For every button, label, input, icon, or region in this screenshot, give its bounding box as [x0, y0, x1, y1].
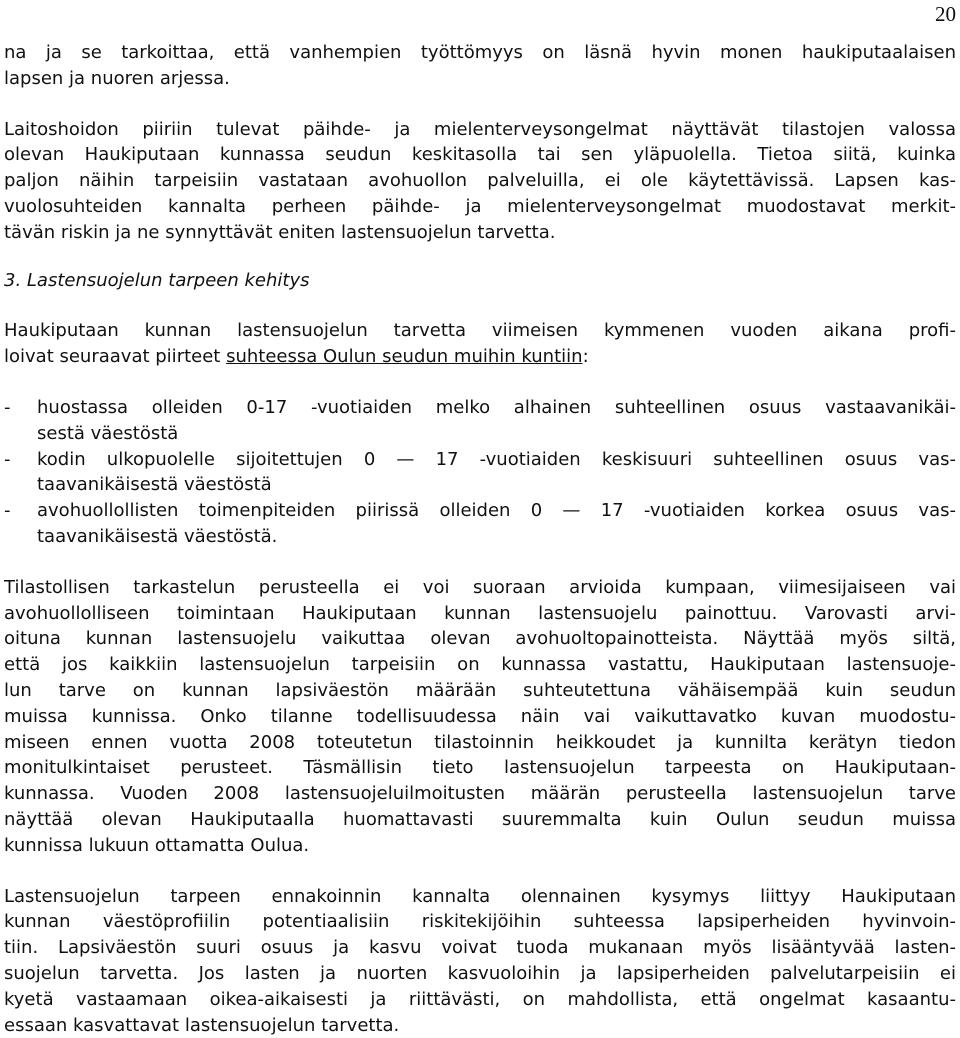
text-line: tävän riskin ja ne synnyttävät eniten lastensuojelun tarvetta. [4, 220, 956, 246]
paragraph-forecasting [4, 884, 956, 1038]
text-line: miseen ennen vuotta 2008 toteutetun tilastoinnin heikkoudet ja kunnilta kerätyn tiedon [4, 730, 956, 756]
list-dash: - [4, 498, 11, 524]
intro-paragraph [4, 40, 956, 92]
text-line: Tilastollisen tarkastelun perusteella ei voi suoraan arvioida kumpaan, viimesijaiseen vai [4, 575, 956, 601]
text-line: lapsen ja nuoren arjessa. [4, 66, 956, 92]
text-line: tiin. Lapsiväestön suuri osuus ja kasvu voivat tuoda mukanaan myös lisääntyvää lasten- [4, 935, 956, 961]
list-dash: - [4, 395, 11, 421]
list-item [4, 498, 956, 550]
section-heading: 3. Lastensuojelun tarpeen kehitys [4, 268, 956, 294]
text-line: kyetä vastaamaan oikea-aikaisesti ja riittävästi, on mahdollista, että ongelmat kasaantu- [4, 987, 956, 1013]
text-line: monitulkintaiset perusteet. Täsmällisin tieto lastensuojelun tarpeesta on Haukiputaan- [4, 755, 956, 781]
paragraph-profile-intro [4, 318, 956, 370]
paragraph-statistical-review [4, 575, 956, 859]
bullet-list [4, 395, 956, 550]
text-line: na ja se tarkoittaa, että vanhempien työttömyys on läsnä hyvin monen haukiputaalaisen [4, 40, 956, 66]
text-line: sestä väestöstä [37, 421, 956, 447]
underlined-phrase: suhteessa Oulun seudun muihin kuntiin [226, 346, 582, 367]
text-line: loivat seuraavat piirteet suhteessa Oulun seudun muihin kuntiin: [4, 344, 956, 370]
text-line: paljon näihin tarpeisiin vastataan avohuollon palveluilla, ei ole käytettävissä. Lapsen kas- [4, 168, 956, 194]
text-line: Laitoshoidon piiriin tulevat päihde- ja mielenterveysongelmat näyttävät tilastojen valossa [4, 117, 956, 143]
text-line: kunnassa. Vuoden 2008 lastensuojeluilmoitusten määrän perusteella lastensuojelun tarve [4, 781, 956, 807]
list-dash: - [4, 447, 11, 473]
text-line: avohuollollisten toimenpiteiden piirissä olleiden 0 — 17 -vuotiaiden korkea osuus vas- [37, 498, 956, 524]
text-line: vuolosuhteiden kannalta perheen päihde- ja mielenterveysongelmat muodostavat merkit- [4, 194, 956, 220]
text-line: Lastensuojelun tarpeen ennakoinnin kannalta olennainen kysymys liittyy Haukiputaan [4, 884, 956, 910]
text-line: muissa kunnissa. Onko tilanne todellisuudessa näin vai vaikuttavatko kuvan muodostu- [4, 704, 956, 730]
text-line: oituna kunnan lastensuojelu vaikuttaa olevan avohuoltopainotteista. Näyttää myös siltä, [4, 626, 956, 652]
paragraph-substance-abuse [4, 117, 956, 246]
text-line: lun tarve on kunnan lapsiväestön määrään suhteutettuna vähäisempää kuin seudun [4, 678, 956, 704]
text-line: huostassa olleiden 0-17 -vuotiaiden melko alhainen suhteellinen osuus vastaavanikäi- [37, 395, 956, 421]
text-line: kunnissa lukuun ottamatta Oulua. [4, 833, 956, 859]
text-line: kodin ulkopuolelle sijoitettujen 0 — 17 -vuotiaiden keskisuuri suhteellinen osuus vas- [37, 447, 956, 473]
page-number: 20 [935, 2, 956, 26]
list-item [4, 447, 956, 499]
text-line: näyttää olevan Haukiputaalla huomattavasti suuremmalta kuin Oulun seudun muissa [4, 807, 956, 833]
text-line: olevan Haukiputaan kunnassa seudun keskitasolla tai sen yläpuolella. Tietoa siitä, kuinka [4, 142, 956, 168]
text-line: että jos kaikkiin lastensuojelun tarpeisiin on kunnassa vastattu, Haukiputaan lastensuoje- [4, 652, 956, 678]
text-line: taavanikäisestä väestöstä [37, 472, 956, 498]
text-line: essaan kasvattavat lastensuojelun tarvetta. [4, 1013, 956, 1038]
text-line: suojelun tarvetta. Jos lasten ja nuorten kasvuoloihin ja lapsiperheiden palvelutarpeisiin ei [4, 961, 956, 987]
text-line: Haukiputaan kunnan lastensuojelun tarvetta viimeisen kymmenen vuoden aikana profi- [4, 318, 956, 344]
text-line: avohuollolliseen toimintaan Haukiputaan kunnan lastensuojelu painottuu. Varovasti arvi- [4, 601, 956, 627]
text-line: taavanikäisestä väestöstä. [37, 524, 956, 550]
document-body [4, 40, 956, 1038]
list-item [4, 395, 956, 447]
text-line: kunnan väestöprofiilin potentiaalisiin riskitekijöihin suhteessa lapsiperheiden hyvinvoin- [4, 909, 956, 935]
